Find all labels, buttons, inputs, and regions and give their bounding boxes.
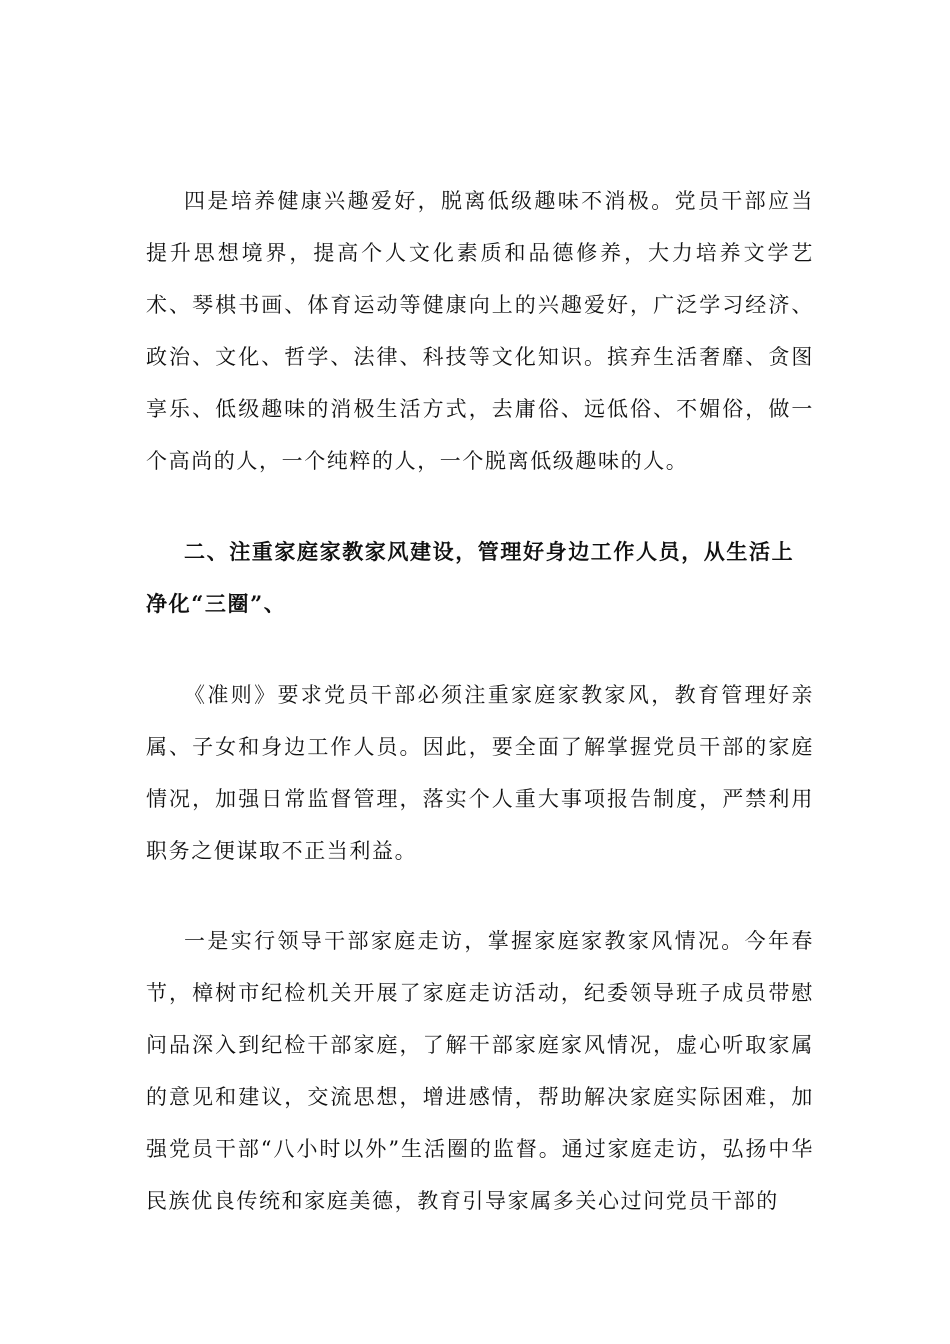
paragraph-guidelines: 《准则》要求党员干部必须注重家庭家教家风，教育管理好亲属、子女和身边工作人员。因此，要全面了解掌握党员干部的家庭情况，加强日常监督管理，落实个人重大事项报告制度，严禁利用职务之便谋取不正当利益。 bbox=[146, 683, 814, 863]
paragraph-home-visits: 一是实行领导干部家庭走访，掌握家庭家教家风情况。今年春节，樟树市纪检机关开展了家庭走访活动，纪委领导班子成员带慰问品深入到纪检干部家庭，了解干部家庭家风情况，虚心听取家属的意见和建议，交流思想，增进感情，帮助解决家庭实际困难，加强党员干部“八小时以外”生活圈的监督。通过家庭走访，弘扬中华民族优良传统和家庭美德，教育引导家属多关心过问党员干部的 bbox=[146, 929, 814, 1213]
section-heading-family: 二、注重家庭家教家风建设，管理好身边工作人员，从生活上净化“三圈”、 bbox=[146, 539, 795, 616]
paragraph-hobbies: 四是培养健康兴趣爱好，脱离低级趣味不消极。党员干部应当提升思想境界，提高个人文化素质和品德修养，大力培养文学艺术、琴棋书画、体育运动等健康向上的兴趣爱好，广泛学习经济、政治、文化、哲学、法律、科技等文化知识。摈弃生活奢靡、贪图享乐、低级趣味的消极生活方式，去庸俗、远低俗、不媚俗，做一个高尚的人，一个纯粹的人，一个脱离低级趣味的人。 bbox=[146, 189, 814, 473]
